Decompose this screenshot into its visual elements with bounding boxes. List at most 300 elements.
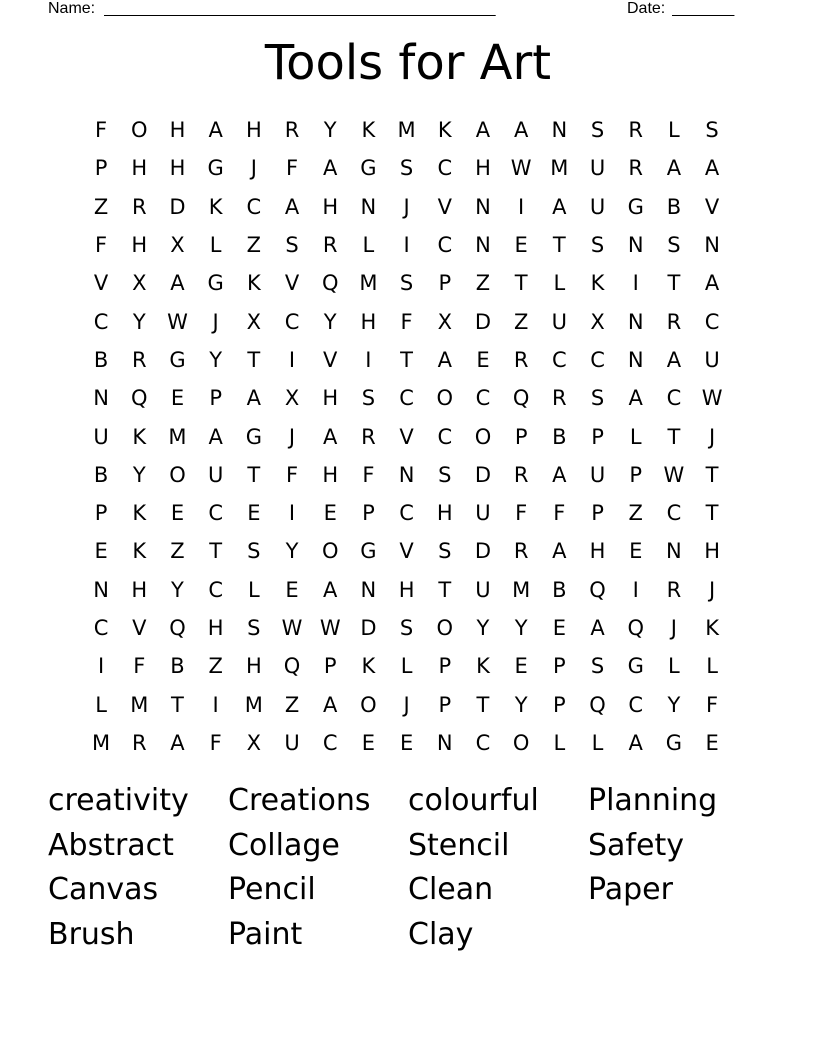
- grid-letter: K: [476, 654, 490, 679]
- grid-letter: X: [246, 730, 262, 755]
- grid-letter: K: [132, 501, 147, 526]
- grid-letter: R: [513, 347, 529, 372]
- grid-letter: A: [323, 156, 338, 181]
- grid-letter: F: [515, 501, 528, 526]
- grid-letter: C: [208, 577, 223, 602]
- grid-letter: T: [705, 501, 719, 526]
- grid-letter: S: [285, 233, 299, 258]
- grid-letter: V: [437, 194, 452, 219]
- grid-letter: U: [589, 462, 606, 487]
- grid-letter: G: [207, 156, 224, 181]
- grid-letter: P: [323, 654, 337, 679]
- grid-letter: S: [667, 233, 681, 258]
- grid-letter: M: [359, 271, 378, 296]
- grid-letter: E: [705, 730, 719, 755]
- grid-letter: Y: [132, 309, 146, 334]
- grid-letter: A: [704, 156, 720, 181]
- grid-letter: D: [474, 309, 492, 334]
- grid-letter: L: [668, 118, 680, 143]
- word-list-item: Paint: [228, 916, 303, 952]
- grid-letter: G: [627, 194, 644, 219]
- grid-letter: I: [632, 577, 639, 602]
- grid-letter: Q: [512, 386, 530, 411]
- word-list-item: Pencil: [228, 872, 316, 908]
- grid-letter: K: [208, 194, 223, 219]
- grid-letter: Z: [170, 539, 185, 564]
- grid-letter: O: [169, 462, 186, 487]
- grid-letter: D: [474, 462, 492, 487]
- grid-letter: R: [322, 233, 338, 258]
- grid-letter: J: [708, 424, 716, 449]
- grid-letter: L: [400, 654, 413, 679]
- grid-letter: L: [209, 233, 222, 258]
- grid-letter: R: [666, 309, 682, 334]
- grid-letter: X: [170, 233, 185, 258]
- grid-letter: Z: [628, 501, 643, 526]
- grid-letter: H: [398, 577, 415, 602]
- grid-letter: T: [209, 539, 223, 564]
- page-title: Tools for Art: [264, 35, 552, 91]
- grid-letter: K: [361, 118, 376, 143]
- grid-letter: Y: [514, 616, 528, 640]
- grid-letter: I: [403, 233, 410, 258]
- grid-letter: P: [514, 424, 528, 449]
- grid-letter: R: [284, 118, 300, 143]
- grid-letter: L: [95, 692, 107, 717]
- grid-letter: K: [132, 424, 147, 449]
- grid-letter: C: [475, 386, 491, 411]
- grid-letter: L: [247, 577, 260, 602]
- grid-letter: I: [288, 501, 296, 526]
- grid-letter: Q: [131, 386, 148, 411]
- word-list-item: Clay: [408, 916, 474, 952]
- letter-grid: [82, 111, 731, 762]
- word-list-item: Paper: [588, 872, 673, 908]
- grid-letter: K: [437, 118, 452, 143]
- grid-letter: S: [361, 386, 376, 411]
- grid-letter: K: [590, 271, 605, 296]
- grid-letter: G: [169, 347, 186, 372]
- grid-letter: L: [591, 730, 604, 755]
- grid-letter: V: [132, 616, 147, 640]
- grid-letter: U: [93, 424, 109, 449]
- grid-letter: R: [552, 386, 567, 411]
- grid-letter: O: [512, 730, 530, 755]
- grid-letter: C: [93, 616, 109, 640]
- grid-letter: Y: [132, 462, 146, 487]
- grid-letter: Z: [246, 233, 262, 258]
- grid-letter: E: [399, 730, 414, 755]
- grid-letter: G: [665, 730, 683, 755]
- grid-letter: S: [247, 539, 261, 564]
- grid-letter: S: [590, 386, 605, 411]
- grid-letter: E: [94, 539, 108, 564]
- grid-letter: H: [207, 616, 224, 640]
- grid-letter: R: [628, 156, 644, 181]
- grid-letter: Q: [169, 616, 186, 640]
- grid-letter: U: [551, 309, 568, 334]
- grid-letter: J: [403, 194, 410, 219]
- grid-letter: I: [97, 654, 105, 679]
- grid-letter: O: [474, 424, 492, 449]
- grid-letter: A: [590, 616, 605, 640]
- grid-letter: L: [706, 654, 718, 679]
- grid-letter: R: [666, 577, 682, 602]
- grid-letter: F: [706, 692, 719, 717]
- grid-letter: W: [510, 156, 532, 181]
- word-list-item: colourful: [408, 782, 539, 818]
- grid-letter: A: [208, 424, 223, 449]
- grid-letter: E: [285, 577, 299, 602]
- grid-letter: R: [513, 462, 529, 487]
- grid-letter: H: [131, 156, 148, 181]
- grid-letter: U: [284, 730, 300, 755]
- grid-letter: F: [362, 462, 375, 487]
- grid-letter: T: [552, 233, 566, 258]
- grid-letter: T: [667, 271, 681, 296]
- grid-letter: C: [284, 309, 300, 334]
- grid-letter: T: [171, 692, 184, 717]
- grid-letter: M: [92, 730, 111, 755]
- grid-letter: B: [93, 462, 109, 487]
- grid-letter: S: [590, 233, 605, 258]
- grid-letter: A: [208, 118, 223, 143]
- grid-letter: V: [399, 424, 414, 449]
- date-line: _______: [672, 0, 735, 17]
- grid-letter: I: [288, 347, 296, 372]
- grid-letter: R: [131, 347, 147, 372]
- grid-letter: J: [403, 692, 410, 717]
- grid-letter: Z: [208, 654, 223, 679]
- word-list-item: Brush: [48, 916, 135, 952]
- grid-letter: C: [437, 156, 453, 181]
- grid-letter: S: [590, 118, 605, 143]
- grid-letter: N: [360, 194, 377, 219]
- grid-letter: M: [168, 424, 187, 449]
- grid-letter: G: [245, 424, 262, 449]
- grid-letter: N: [627, 347, 644, 372]
- grid-letter: C: [704, 309, 720, 334]
- grid-letter: H: [169, 156, 186, 181]
- grid-letter: F: [400, 309, 413, 334]
- grid-letter: F: [285, 462, 299, 487]
- grid-letter: M: [550, 156, 569, 181]
- grid-letter: J: [708, 577, 716, 602]
- grid-letter: F: [133, 654, 146, 679]
- grid-letter: A: [170, 271, 185, 296]
- grid-letter: C: [475, 730, 491, 755]
- grid-letter: H: [589, 539, 606, 564]
- grid-letter: O: [436, 386, 454, 411]
- grid-letter: H: [322, 462, 339, 487]
- grid-letter: N: [436, 730, 453, 755]
- grid-letter: X: [132, 271, 147, 296]
- grid-letter: Y: [323, 309, 337, 334]
- grid-letter: C: [666, 386, 682, 411]
- name-label: Name:: [48, 0, 96, 17]
- grid-letter: S: [705, 118, 719, 143]
- grid-letter: E: [361, 730, 376, 755]
- grid-letter: F: [285, 156, 299, 181]
- word-list-item: Abstract: [48, 827, 174, 863]
- grid-letter: U: [475, 577, 491, 602]
- grid-letter: C: [666, 501, 682, 526]
- grid-letter: I: [365, 347, 372, 372]
- grid-letter: X: [246, 309, 262, 334]
- grid-letter: A: [628, 386, 643, 411]
- grid-letter: C: [552, 347, 567, 372]
- grid-letter: N: [704, 233, 720, 258]
- grid-letter: C: [246, 194, 262, 219]
- grid-letter: C: [628, 692, 644, 717]
- grid-letter: G: [360, 156, 377, 181]
- grid-letter: K: [361, 654, 376, 679]
- grid-letter: W: [319, 616, 341, 640]
- grid-letter: U: [475, 501, 491, 526]
- grid-letter: K: [246, 271, 261, 296]
- grid-letter: Y: [285, 539, 299, 564]
- grid-letter: T: [476, 692, 490, 717]
- grid-letter: H: [436, 501, 453, 526]
- grid-letter: C: [437, 233, 453, 258]
- grid-letter: J: [670, 616, 677, 640]
- grid-letter: K: [705, 616, 719, 640]
- grid-letter: M: [244, 692, 263, 717]
- grid-letter: S: [399, 271, 414, 296]
- grid-letter: E: [476, 347, 490, 372]
- grid-letter: C: [322, 730, 338, 755]
- grid-letter: A: [323, 692, 338, 717]
- grid-letter: S: [247, 616, 261, 640]
- grid-letter: A: [475, 118, 491, 143]
- word-list-item: Canvas: [48, 872, 159, 908]
- grid-letter: H: [245, 654, 262, 679]
- grid-letter: N: [398, 462, 415, 487]
- grid-letter: E: [170, 501, 185, 526]
- word-list: [48, 778, 768, 957]
- grid-letter: H: [322, 386, 339, 411]
- grid-letter: F: [209, 730, 222, 755]
- grid-letter: I: [212, 692, 219, 717]
- grid-letter: P: [438, 271, 452, 296]
- grid-letter: P: [94, 156, 108, 181]
- grid-letter: Y: [323, 118, 337, 143]
- grid-letter: U: [207, 462, 224, 487]
- grid-letter: N: [666, 539, 682, 564]
- grid-letter: L: [553, 271, 566, 296]
- grid-letter: F: [553, 501, 566, 526]
- grid-letter: Y: [171, 577, 184, 602]
- grid-letter: A: [513, 118, 529, 143]
- grid-letter: L: [553, 730, 566, 755]
- grid-letter: H: [131, 577, 148, 602]
- grid-letter: G: [360, 539, 377, 564]
- grid-letter: C: [208, 501, 223, 526]
- grid-letter: A: [246, 386, 262, 411]
- grid-letter: I: [632, 271, 639, 296]
- grid-letter: S: [590, 654, 605, 679]
- word-list-item: creativity: [48, 782, 189, 818]
- grid-letter: S: [438, 462, 452, 487]
- grid-letter: J: [288, 424, 296, 449]
- grid-letter: B: [666, 194, 682, 219]
- grid-letter: Z: [513, 309, 529, 334]
- grid-letter: L: [668, 654, 680, 679]
- grid-letter: V: [323, 347, 338, 372]
- date-label: Date:: [627, 0, 666, 17]
- grid-letter: A: [666, 156, 682, 181]
- grid-letter: T: [438, 577, 452, 602]
- grid-letter: H: [131, 233, 148, 258]
- name-line: ____________________________________________: [104, 0, 496, 17]
- grid-letter: W: [281, 616, 303, 640]
- grid-letter: P: [438, 692, 452, 717]
- worksheet-header: [48, 0, 748, 22]
- grid-letter: G: [207, 271, 224, 296]
- word-list-item: Clean: [408, 872, 494, 908]
- grid-letter: O: [436, 616, 454, 640]
- grid-letter: C: [399, 501, 414, 526]
- grid-letter: Z: [284, 692, 300, 717]
- word-list-item: Stencil: [408, 827, 510, 863]
- grid-letter: R: [628, 118, 644, 143]
- word-list-item: Safety: [588, 827, 684, 863]
- grid-letter: T: [247, 347, 261, 372]
- grid-letter: Q: [589, 577, 606, 602]
- grid-letter: O: [360, 692, 377, 717]
- grid-letter: M: [130, 692, 149, 717]
- grid-letter: H: [360, 309, 377, 334]
- grid-letter: Y: [514, 692, 528, 717]
- grid-letter: N: [475, 194, 491, 219]
- grid-letter: N: [475, 233, 491, 258]
- grid-letter: A: [628, 730, 643, 755]
- grid-letter: T: [705, 462, 719, 487]
- grid-letter: R: [513, 539, 529, 564]
- grid-letter: T: [400, 347, 413, 372]
- grid-letter: E: [247, 501, 261, 526]
- grid-letter: P: [553, 654, 566, 679]
- grid-letter: E: [629, 539, 643, 564]
- grid-letter: A: [704, 271, 720, 296]
- grid-letter: A: [170, 730, 185, 755]
- grid-letter: S: [399, 156, 414, 181]
- grid-letter: N: [551, 118, 568, 143]
- grid-letter: F: [95, 118, 108, 143]
- grid-letter: A: [552, 539, 567, 564]
- word-list-item: Planning: [588, 782, 718, 818]
- grid-letter: R: [131, 194, 147, 219]
- grid-letter: X: [437, 309, 452, 334]
- grid-letter: E: [552, 616, 566, 640]
- grid-letter: J: [250, 156, 257, 181]
- grid-letter: L: [362, 233, 375, 258]
- grid-letter: U: [589, 156, 606, 181]
- grid-letter: A: [323, 577, 338, 602]
- grid-letter: N: [360, 577, 377, 602]
- grid-letter: W: [167, 309, 188, 334]
- word-list-item: Collage: [228, 827, 340, 863]
- grid-letter: H: [169, 118, 186, 143]
- grid-letter: R: [131, 730, 147, 755]
- grid-letter: V: [399, 539, 414, 564]
- grid-letter: V: [93, 271, 109, 296]
- grid-letter: A: [552, 462, 567, 487]
- grid-letter: M: [397, 118, 416, 143]
- grid-letter: E: [323, 501, 337, 526]
- grid-letter: U: [589, 194, 606, 219]
- grid-letter: V: [704, 194, 720, 219]
- grid-letter: N: [93, 577, 109, 602]
- grid-letter: P: [591, 424, 604, 449]
- grid-letter: T: [247, 462, 261, 487]
- grid-letter: O: [131, 118, 148, 143]
- grid-letter: N: [93, 386, 109, 411]
- grid-letter: P: [629, 462, 643, 487]
- grid-letter: B: [552, 424, 567, 449]
- grid-letter: Z: [93, 194, 109, 219]
- grid-letter: C: [590, 347, 605, 372]
- grid-letter: S: [438, 539, 452, 564]
- grid-letter: T: [514, 271, 528, 296]
- grid-letter: D: [169, 194, 186, 219]
- grid-letter: L: [629, 424, 642, 449]
- grid-letter: P: [209, 386, 222, 411]
- grid-letter: U: [704, 347, 720, 372]
- grid-letter: Z: [475, 271, 491, 296]
- word-list-item: Creations: [228, 782, 371, 818]
- grid-letter: Y: [209, 347, 223, 372]
- grid-letter: N: [627, 309, 644, 334]
- grid-letter: A: [552, 194, 567, 219]
- grid-letter: Q: [627, 616, 644, 640]
- grid-letter: C: [93, 309, 109, 334]
- grid-letter: V: [284, 271, 300, 296]
- grid-letter: Y: [667, 692, 681, 717]
- grid-letter: P: [591, 501, 604, 526]
- grid-letter: P: [94, 501, 108, 526]
- grid-letter: A: [284, 194, 300, 219]
- grid-letter: K: [132, 539, 147, 564]
- grid-letter: E: [514, 654, 528, 679]
- grid-letter: H: [322, 194, 339, 219]
- grid-letter: P: [438, 654, 452, 679]
- grid-letter: C: [399, 386, 414, 411]
- grid-letter: D: [474, 539, 492, 564]
- grid-letter: H: [704, 539, 720, 564]
- grid-letter: A: [437, 347, 452, 372]
- grid-letter: W: [663, 462, 685, 487]
- grid-letter: Q: [589, 692, 606, 717]
- grid-letter: J: [212, 309, 219, 334]
- grid-letter: Q: [283, 654, 301, 679]
- grid-letter: B: [93, 347, 109, 372]
- grid-letter: E: [170, 386, 185, 411]
- grid-letter: M: [512, 577, 531, 602]
- grid-letter: Q: [321, 271, 339, 296]
- grid-letter: O: [321, 539, 339, 564]
- grid-letter: B: [170, 654, 185, 679]
- grid-letter: I: [518, 194, 525, 219]
- grid-letter: S: [399, 616, 414, 640]
- grid-letter: R: [361, 424, 376, 449]
- grid-letter: H: [475, 156, 491, 181]
- grid-letter: X: [284, 386, 300, 411]
- grid-letter: N: [627, 233, 644, 258]
- grid-letter: T: [667, 424, 681, 449]
- grid-letter: A: [666, 347, 682, 372]
- grid-letter: P: [553, 692, 566, 717]
